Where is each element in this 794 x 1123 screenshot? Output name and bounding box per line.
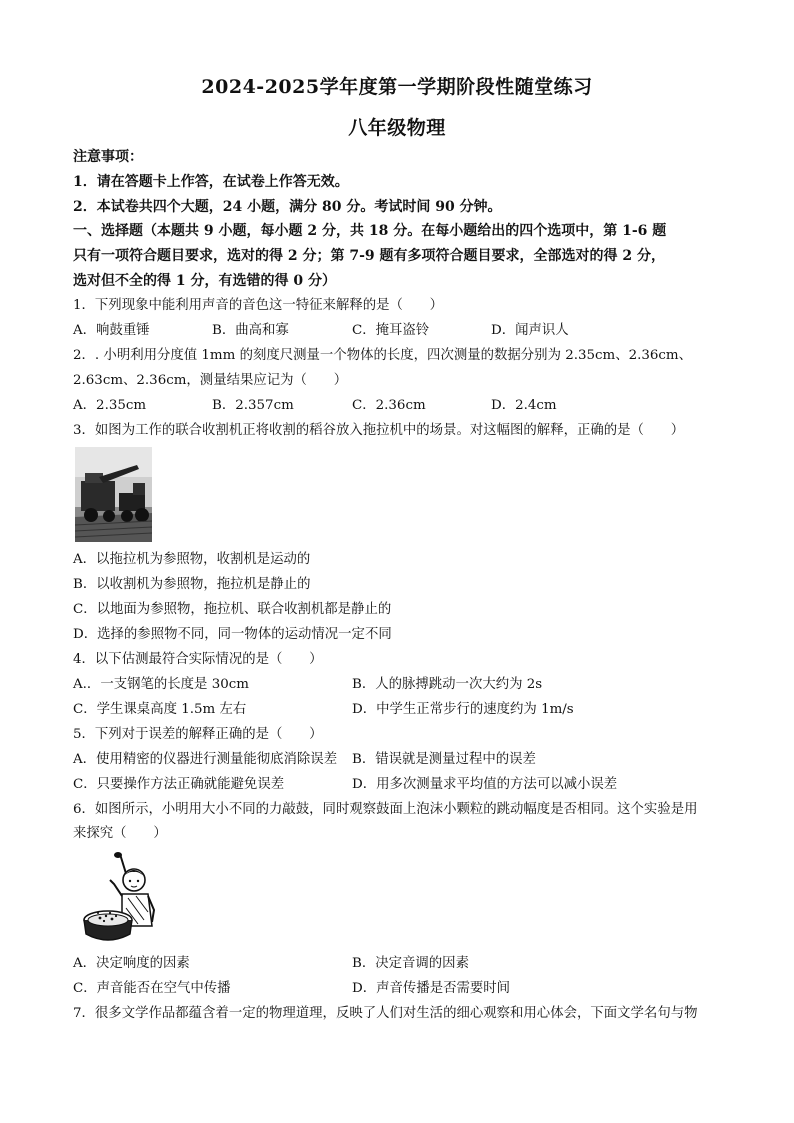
exam-title: 2024-2025学年度第一学期阶段性随堂练习 [201, 76, 593, 98]
q2-option-a: A．2.35cm [73, 398, 147, 413]
q5-option-b: B．错误就是测量过程中的误差 [352, 752, 536, 767]
q4-option-a: A.．一支钢笔的长度是 30cm [73, 677, 249, 692]
question-4-stem: 4．以下估测最符合实际情况的是（ ） [73, 652, 323, 667]
harvester-tractor-image [75, 447, 152, 542]
q3-option-a: A．以拖拉机为参照物，收割机是运动的 [73, 552, 311, 567]
exam-subject: 八年级物理 [348, 117, 446, 139]
question-7-stem: 7．很多文学作品都蕴含着一定的物理道理，反映了人们对生活的细心观察和用心体会，下面文学名句与物 [73, 1006, 698, 1021]
q1-option-a: A．响鼓重锤 [73, 323, 150, 338]
q6-option-c: C．声音能否在空气中传播 [73, 981, 231, 996]
q3-option-b: B．以收割机为参照物，拖拉机是静止的 [73, 577, 311, 592]
q3-option-d: D．选择的参照物不同，同一物体的运动情况一定不同 [73, 627, 392, 642]
section-1-instructions-2: 只有一项符合题目要求，选对的得 2 分；第 7-9 题有多项符合题目要求，全部选对的得 2 分， [73, 248, 666, 264]
q2-option-c: C．2.36cm [352, 398, 426, 413]
q4-option-d: D．中学生正常步行的速度约为 1m/s [352, 702, 574, 717]
note-2: 2．本试卷共四个大题，24 小题，满分 80 分。考试时间 90 分钟。 [73, 199, 502, 215]
question-6-stem-cont: 来探究（ ） [73, 826, 167, 841]
q6-option-a: A．决定响度的因素 [73, 956, 190, 971]
question-2-stem: 2．. 小明利用分度值 1mm 的刻度尺测量一个物体的长度，四次测量的数据分别为 2.35cm、2.36cm、 [73, 348, 693, 363]
q4-option-c: C．学生课桌高度 1.5m 左右 [73, 702, 247, 717]
section-1-instructions-3: 选对但不全的得 1 分，有选错的得 0 分） [73, 273, 336, 289]
q5-option-a: A．使用精密的仪器进行测量能彻底消除误差 [73, 752, 338, 767]
notes-heading: 注意事项： [73, 149, 143, 165]
question-2-stem-cont: 2.63cm、2.36cm，测量结果应记为（ ） [73, 373, 348, 388]
note-1: 1．请在答题卡上作答，在试卷上作答无效。 [73, 174, 349, 190]
q5-option-d: D．用多次测量求平均值的方法可以减小误差 [352, 777, 618, 792]
question-6-stem: 6．如图所示，小明用大小不同的力敲鼓，同时观察鼓面上泡沫小颗粒的跳动幅度是否相同。这个实验是用 [73, 802, 698, 817]
q2-option-b: B．2.357cm [212, 398, 294, 413]
q1-option-d: D．闻声识人 [491, 323, 569, 338]
q2-option-d: D．2.4cm [491, 398, 557, 413]
harvester-photo [75, 447, 152, 542]
section-1-instructions: 一、选择题（本题共 9 小题，每小题 2 分，共 18 分。在每小题给出的四个选项中，第 1-6 题 [73, 223, 667, 239]
question-3-stem: 3．如图为工作的联合收割机正将收割的稻谷放入拖拉机中的场景。对这幅图的解释，正确的是（ ） [73, 423, 685, 438]
q4-option-b: B．人的脉搏跳动一次大约为 2s [352, 677, 543, 692]
question-5-stem: 5．下列对于误差的解释正确的是（ ） [73, 727, 323, 742]
drum-experiment-figure [82, 850, 162, 946]
q3-option-c: C．以地面为参照物，拖拉机、联合收割机都是静止的 [73, 602, 392, 617]
boy-drumming-image [82, 850, 162, 946]
question-1-stem: 1．下列现象中能利用声音的音色这一特征来解释的是（ ） [73, 298, 444, 313]
q6-option-d: D．声音传播是否需要时间 [352, 981, 511, 996]
q1-option-c: C．掩耳盗铃 [352, 323, 430, 338]
q1-option-b: B．曲高和寡 [212, 323, 289, 338]
q6-option-b: B．决定音调的因素 [352, 956, 469, 971]
q5-option-c: C．只要操作方法正确就能避免误差 [73, 777, 285, 792]
